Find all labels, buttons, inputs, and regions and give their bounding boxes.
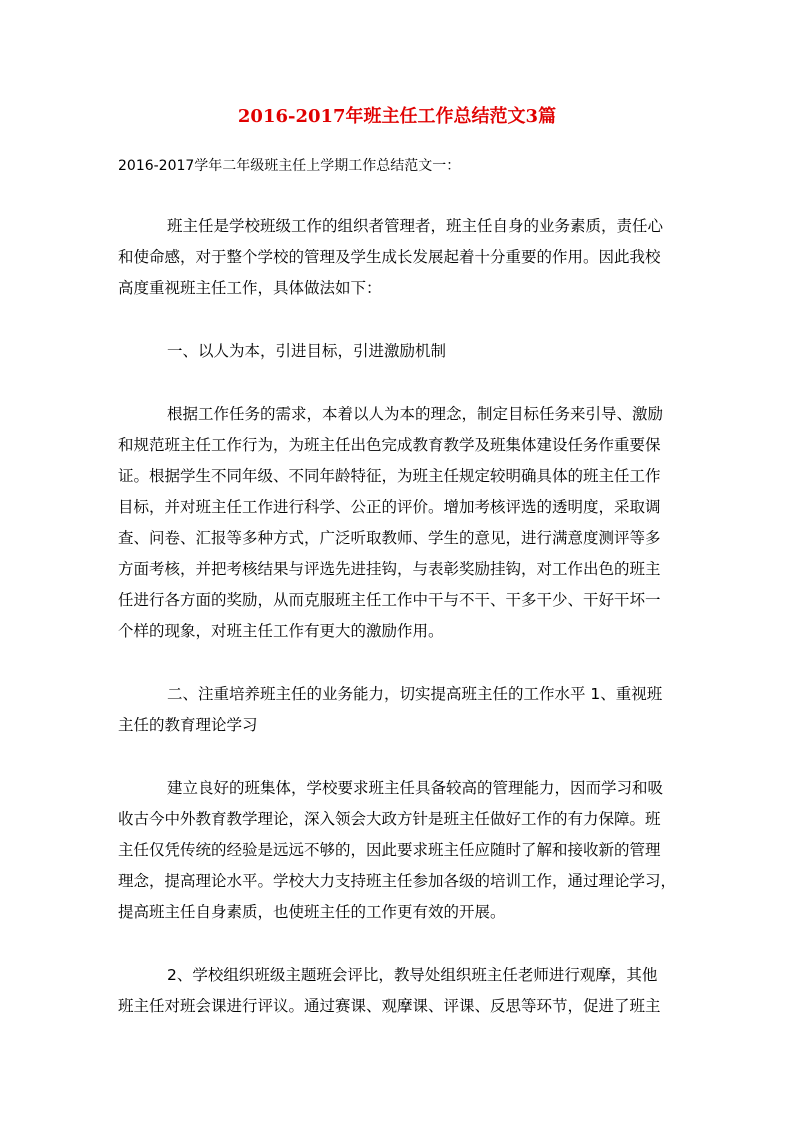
paragraph-line: 班主任是学校班级工作的组织者管理者，班主任自身的业务素质，责任心	[167, 217, 664, 235]
paragraph-line: 理念，提高理论水平。学校大力支持班主任参加各级的培训工作，通过理论学习，	[118, 872, 677, 890]
paragraph-section-2-body	[118, 773, 680, 928]
paragraph-line: 主任的教育理论学习	[118, 716, 258, 734]
document-subtitle: 2016-2017学年二年级班主任上学期工作总结范文一：	[118, 158, 461, 174]
paragraph-line: 根据工作任务的需求，本着以人为本的理念，制定目标任务来引导、激励	[167, 405, 664, 423]
section-heading-2	[118, 679, 680, 741]
paragraph-line: 任进行各方面的奖励，从而克服班主任工作中干与不干、干多干少、干好干坏一	[118, 591, 661, 609]
paragraph-line: 个样的现象，对班主任工作有更大的激励作用。	[118, 622, 444, 640]
paragraph-section-2-item-2	[118, 960, 680, 1022]
section-heading-1	[118, 336, 680, 367]
paragraph-line: 班主任对班会课进行评议。通过赛课、观摩课、评课、反思等环节，促进了班主	[118, 997, 661, 1015]
paragraph-line: 方面考核，并把考核结果与评选先进挂钩，与表彰奖励挂钩，对工作出色的班主	[118, 560, 661, 578]
paragraph-intro	[118, 211, 680, 304]
paragraph-line: 和使命感，对于整个学校的管理及学生成长发展起着十分重要的作用。因此我校	[118, 248, 661, 266]
paragraph-line: 高度重视班主任工作，具体做法如下：	[118, 279, 382, 297]
paragraph-line: 建立良好的班集体，学校要求班主任具备较高的管理能力，因而学习和吸	[167, 779, 664, 797]
paragraph-line: 证。根据学生不同年级、不同年龄特征，为班主任规定较明确具体的班主任工作	[118, 467, 661, 485]
paragraph-line: 提高班主任自身素质，也使班主任的工作更有效的开展。	[118, 903, 506, 921]
paragraph-line: 目标，并对班主任工作进行科学、公正的评价。增加考核评选的透明度，采取调	[118, 498, 661, 516]
document-title: 2016-2017年班主任工作总结范文3篇	[237, 106, 557, 127]
paragraph-line: 主任仅凭传统的经验是远远不够的，因此要求班主任应随时了解和接收新的管理	[118, 841, 661, 859]
paragraph-line: 和规范班主任工作行为，为班主任出色完成教育教学及班集体建设任务作重要保	[118, 436, 661, 454]
paragraph-line: 一、以人为本，引进目标，引进激励机制	[167, 342, 447, 360]
paragraph-line: 收古今中外教育教学理论，深入领会大政方针是班主任做好工作的有力保障。班	[118, 810, 661, 828]
paragraph-line: 2、学校组织班级主题班会评比，教导处组织班主任老师进行观摩，其他	[167, 966, 658, 984]
paragraph-line: 查、问卷、汇报等多种方式，广泛听取教师、学生的意见，进行满意度测评等多	[118, 529, 661, 547]
paragraph-section-1-body	[118, 399, 680, 647]
paragraph-line: 二、注重培养班主任的业务能力，切实提高班主任的工作水平 1、重视班	[167, 685, 663, 703]
